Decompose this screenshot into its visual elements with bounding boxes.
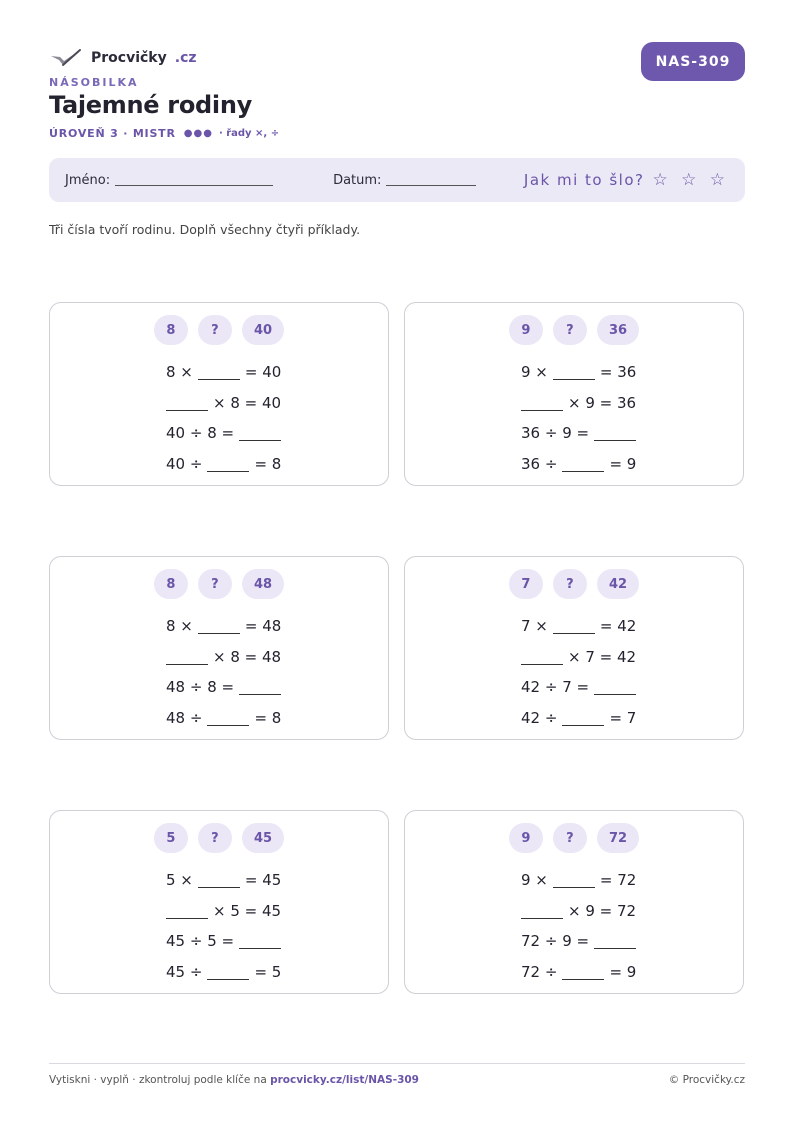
equation-text: 42 ÷ 7 = (521, 678, 590, 697)
family-missing-number: ? (553, 823, 587, 853)
checkmark-wing-icon (49, 47, 83, 69)
equation-row (521, 388, 721, 419)
answer-blank[interactable] (562, 964, 604, 980)
family-missing-number: ? (198, 823, 232, 853)
answer-blank[interactable] (521, 903, 563, 919)
equation-row (521, 865, 721, 896)
level-line (49, 127, 745, 140)
family-product: 72 (597, 823, 639, 853)
equation-text: = 42 (599, 617, 637, 636)
equation-text: 48 ÷ 8 = (166, 678, 235, 697)
date-field[interactable] (386, 174, 476, 186)
equation-text: 72 ÷ 9 = (521, 932, 590, 951)
answer-blank[interactable] (562, 710, 604, 726)
equation-text: = 45 (244, 871, 282, 890)
family-card (404, 810, 744, 994)
self-rating (524, 170, 729, 190)
answer-blank[interactable] (239, 679, 281, 695)
answer-blank[interactable] (198, 872, 240, 888)
equation-text: 72 ÷ (521, 962, 558, 981)
answer-blank[interactable] (594, 679, 636, 695)
equation-row (521, 642, 721, 673)
answer-blank[interactable] (239, 933, 281, 949)
answer-blank[interactable] (166, 395, 208, 411)
name-field[interactable] (115, 174, 273, 186)
equation-text: 42 ÷ (521, 708, 558, 727)
brand-tld: .cz (174, 50, 197, 66)
answer-blank[interactable] (207, 456, 249, 472)
footer-divider (49, 1063, 745, 1064)
family-card (49, 556, 389, 740)
equation-row (166, 642, 366, 673)
number-family (405, 315, 743, 345)
answer-blank[interactable] (239, 425, 281, 441)
equation-text: 40 ÷ 8 = (166, 424, 235, 443)
brand-name: Procvičky (91, 50, 167, 66)
answer-blank[interactable] (553, 364, 595, 380)
number-family (50, 569, 388, 599)
equation-text: 5 × (166, 871, 193, 890)
answer-blank[interactable] (166, 649, 208, 665)
equation-text: × 9 = 72 (568, 901, 637, 920)
equation-text: 7 × (521, 617, 548, 636)
equation-text: = 9 (609, 454, 637, 473)
number-family (50, 823, 388, 853)
equation-row (521, 896, 721, 927)
equation-text: × 5 = 45 (213, 901, 282, 920)
family-card (404, 556, 744, 740)
equations (521, 865, 721, 987)
answer-blank[interactable] (553, 872, 595, 888)
equation-text: = 72 (599, 871, 637, 890)
footer-text: Vytiskni · vyplň · zkontroluj podle klíče na (49, 1074, 271, 1086)
answer-blank[interactable] (562, 456, 604, 472)
equation-text: 36 ÷ (521, 454, 558, 473)
equation-text: = 36 (599, 363, 637, 382)
instructions-text: Tři čísla tvoří rodinu. Doplň všechny čtyři příklady. (49, 222, 361, 237)
family-number: 7 (509, 569, 543, 599)
worksheet-code-badge: NAS-309 (641, 42, 745, 81)
answer-blank[interactable] (521, 395, 563, 411)
answer-blank[interactable] (207, 710, 249, 726)
answer-blank[interactable] (594, 425, 636, 441)
family-number: 8 (154, 569, 188, 599)
category-label: NÁSOBILKA (49, 76, 139, 89)
equation-text: × 8 = 40 (213, 393, 282, 412)
equation-row (166, 865, 366, 896)
equation-text: = 40 (244, 363, 282, 382)
equation-text: × 9 = 36 (568, 393, 637, 412)
footer-instructions (49, 1074, 419, 1086)
family-product: 45 (242, 823, 284, 853)
family-card (49, 810, 389, 994)
equation-row (521, 357, 721, 388)
equation-text: = 8 (254, 708, 282, 727)
family-missing-number: ? (198, 569, 232, 599)
number-family (50, 315, 388, 345)
answer-blank[interactable] (166, 903, 208, 919)
date-label: Datum: (333, 172, 382, 188)
equation-row (166, 896, 366, 927)
equation-text: = 5 (254, 962, 282, 981)
equation-text: 9 × (521, 871, 548, 890)
equation-row (166, 611, 366, 642)
equation-row (166, 957, 366, 988)
equation-text: = 9 (609, 962, 637, 981)
family-missing-number: ? (553, 569, 587, 599)
answer-blank[interactable] (198, 364, 240, 380)
rating-stars-icon[interactable]: ☆ ☆ ☆ (652, 170, 729, 190)
equation-text: 40 ÷ (166, 454, 203, 473)
footer-copyright: © Procvičky.cz (668, 1074, 745, 1086)
equation-text: 36 ÷ 9 = (521, 424, 590, 443)
equation-text: 8 × (166, 617, 193, 636)
equation-row (166, 449, 366, 480)
equation-text: = 7 (609, 708, 637, 727)
equation-text: 45 ÷ 5 = (166, 932, 235, 951)
equations (521, 611, 721, 733)
footer-link[interactable]: procvicky.cz/list/NAS-309 (270, 1074, 419, 1086)
equation-row (166, 926, 366, 957)
equation-row (521, 449, 721, 480)
equation-text: 9 × (521, 363, 548, 382)
answer-blank[interactable] (553, 618, 595, 634)
name-label: Jméno: (65, 172, 111, 188)
equation-text: × 7 = 42 (568, 647, 637, 666)
equation-row (521, 418, 721, 449)
equation-text: 45 ÷ (166, 962, 203, 981)
equation-row (521, 926, 721, 957)
level-dots: ●●● (183, 128, 213, 139)
equation-text: = 48 (244, 617, 282, 636)
equation-text: × 8 = 48 (213, 647, 282, 666)
equation-row (166, 672, 366, 703)
answer-blank[interactable] (207, 964, 249, 980)
number-family (405, 823, 743, 853)
equation-row (521, 703, 721, 734)
equation-row (521, 672, 721, 703)
page-title: Tajemné rodiny (49, 91, 252, 119)
series-label: · řady ×, ÷ (218, 128, 280, 139)
family-product: 42 (597, 569, 639, 599)
family-card (49, 302, 389, 486)
equations (521, 357, 721, 479)
equation-row (166, 357, 366, 388)
equations (166, 865, 366, 987)
rating-label: Jak mi to šlo? (523, 171, 645, 189)
name-date-bar (49, 158, 745, 202)
family-number: 9 (509, 823, 543, 853)
family-missing-number: ? (198, 315, 232, 345)
family-number: 5 (154, 823, 188, 853)
family-product: 48 (242, 569, 284, 599)
answer-blank[interactable] (594, 933, 636, 949)
family-number: 8 (154, 315, 188, 345)
family-product: 36 (597, 315, 639, 345)
level-label: ÚROVEŇ 3 · MISTR (49, 127, 176, 140)
equation-text: 48 ÷ (166, 708, 203, 727)
number-family (405, 569, 743, 599)
equation-text: = 8 (254, 454, 282, 473)
equation-text: 8 × (166, 363, 193, 382)
equation-row (166, 703, 366, 734)
equation-row (521, 957, 721, 988)
equations (166, 357, 366, 479)
answer-blank[interactable] (521, 649, 563, 665)
family-missing-number: ? (553, 315, 587, 345)
equation-row (521, 611, 721, 642)
family-product: 40 (242, 315, 284, 345)
family-card (404, 302, 744, 486)
answer-blank[interactable] (198, 618, 240, 634)
equations (166, 611, 366, 733)
equation-row (166, 388, 366, 419)
equation-row (166, 418, 366, 449)
family-number: 9 (509, 315, 543, 345)
